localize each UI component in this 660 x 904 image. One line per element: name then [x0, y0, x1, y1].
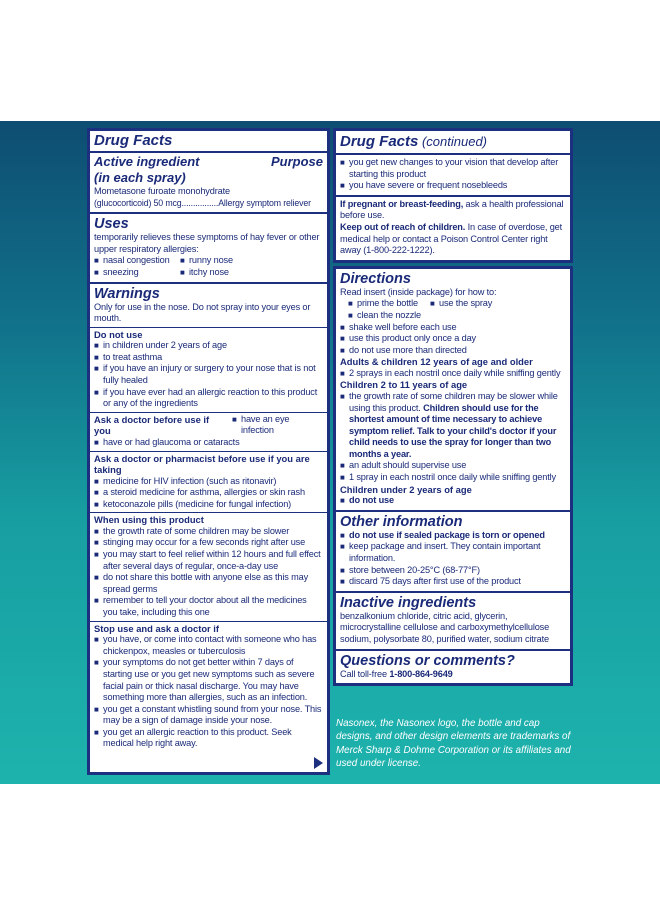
- ask-pharmacist-title: Ask a doctor or pharmacist before use if you are taking: [94, 452, 310, 476]
- uses-section: [90, 212, 327, 281]
- active-ingredient-section: [90, 131, 327, 212]
- list-item: ■ 1 spray in each nostril once daily while sniffing gently: [340, 472, 556, 483]
- list-item: ■ a steroid medicine for asthma, allergies or skin rash: [94, 487, 305, 498]
- continue-arrow-icon: [314, 757, 323, 769]
- list-item: ■ 2 sprays in each nostril once daily while sniffing gently: [340, 367, 561, 378]
- drug-facts-continued-title: Drug Facts: [340, 133, 419, 150]
- list-item: ■ itchy nose: [180, 266, 229, 277]
- list-item: ■ runny nose: [180, 255, 233, 266]
- pregnant-warning: If pregnant or breast-feeding, ask a health professional before use.: [340, 198, 564, 221]
- list-item: ■ use this product only once a day: [340, 333, 476, 344]
- list-item: ■ in children under 2 years of age: [94, 340, 227, 351]
- call-line: Call toll-free 1-800-864-9649: [340, 668, 453, 679]
- list-item: ■ clean the nozzle: [348, 309, 421, 320]
- list-item: ■ ketoconazole pills (medicine for fungal infection): [94, 498, 292, 509]
- warnings-title: Warnings: [94, 285, 160, 302]
- directions-intro: Read insert (inside package) for how to:: [340, 286, 497, 297]
- list-item: ■ nasal congestion: [94, 255, 170, 266]
- inactive-ingredients-title: Inactive ingredients: [340, 594, 477, 611]
- phone-number: 1-800-864-9649: [389, 668, 453, 679]
- drug-facts-title: Drug Facts: [94, 132, 173, 149]
- directions-panel: [333, 266, 573, 686]
- active-ingredient-label: Active ingredient: [94, 154, 200, 169]
- purpose-label: Purpose: [270, 154, 323, 169]
- warnings-intro: Only for use in the nose. Do not spray into your eyes or mouth.: [94, 301, 311, 324]
- list-item: ■ an adult should supervise use: [340, 460, 467, 471]
- list-item: ■ you get a constant whistling sound from your nose. This may be a sign of damage inside your nose.: [94, 703, 322, 726]
- list-item: ■ your symptoms do not get better within 7 days of starting use or you get new symptoms such as severe facial pain or thick nasal discharge. You may have something more than allergies, such as an infection.: [94, 657, 315, 703]
- when-using-title: When using this product: [94, 514, 204, 526]
- warnings-section: [90, 282, 327, 754]
- directions-title: Directions: [340, 270, 411, 287]
- inactive-ingredients-text: benzalkonium chloride, citric acid, glycerin, microcrystalline cellulose and carboxymethylcellulose sodium, polysorbate 80, purified water, sodium citrate: [340, 610, 550, 644]
- list-item: ■ keep package and insert. They contain important information.: [340, 541, 541, 563]
- list-item: ■ medicine for HIV infection (such as ritonavir): [94, 475, 277, 486]
- trademark-notice: Nasonex, the Nasonex logo, the bottle and cap designs, and other design elements are trademarks of Merck Sharp & Dohme Corporation or its affiliates and used under license.: [336, 718, 571, 769]
- questions-title: Questions or comments?: [340, 652, 515, 669]
- list-item: ■ if you have an injury or surgery to your nose that is not fully healed: [94, 363, 316, 386]
- keep-out-warning: Keep out of reach of children. In case of overdose, get medical help or contact a Poison Control Center right away (1-800-222-1222).: [340, 221, 563, 256]
- list-item: ■ shake well before each use: [340, 321, 457, 332]
- adults-title: Adults & children 12 years of age and older: [340, 356, 533, 368]
- list-item: ■ prime the bottle: [348, 298, 418, 309]
- ingredient-line: Mometasone furoate monohydrate: [94, 186, 230, 196]
- list-item: ■ if you have ever had an allergic reaction to this product or any of the ingredients: [94, 386, 318, 409]
- other-information-title: Other information: [340, 513, 463, 530]
- uses-title: Uses: [94, 216, 129, 233]
- list-item: ■ the growth rate of some children may be slower: [94, 525, 290, 536]
- list-item: ■ do not use if sealed package is torn or opened: [340, 529, 545, 540]
- children-title: Children 2 to 11 years of age: [340, 379, 468, 391]
- list-item: ■ have an eye infection: [231, 413, 290, 436]
- list-item: ■ the growth rate of some children may be slower while using this product. Children should use for the shortest amount of time necessary to achieve symptom relief. Talk to your child's doctor if your child needs to use the spray for longer than two months a year.: [340, 390, 558, 459]
- list-item: ■ you get new changes to your vision that develop after starting this product: [340, 157, 559, 179]
- ask-doctor-title: Ask a doctor before use if you: [94, 413, 210, 437]
- list-item: ■ you get an allergic reaction to this product. Seek medical help right away.: [94, 726, 292, 749]
- list-item: ■ do not use more than directed: [340, 344, 467, 355]
- list-item: ■ to treat asthma: [94, 351, 163, 362]
- list-item: ■ do not use: [340, 495, 394, 506]
- ingredient-line: (glucocorticoid) 50 mcg................Allergy symptom reliever: [94, 197, 311, 208]
- right-column: [333, 128, 573, 686]
- list-item: ■ you have, or come into contact with someone who has chickenpox, measles or tuberculosis: [94, 634, 317, 656]
- list-item: ■ you may start to feel relief within 12 hours and full effect after several days of regular, once-a-day use: [94, 549, 321, 571]
- continued-suffix: (continued): [418, 134, 488, 149]
- list-item: ■ stinging may occur for a few seconds right after use: [94, 537, 306, 548]
- list-item: ■ sneezing: [94, 266, 139, 277]
- list-item: ■ discard 75 days after first use of the product: [340, 576, 521, 587]
- list-item: ■ remember to tell your doctor about all the medicines you take, including this one: [94, 595, 307, 618]
- stop-use-title: Stop use and ask a doctor if: [94, 622, 220, 634]
- under2-title: Children under 2 years of age: [340, 483, 472, 495]
- list-item: ■ use the spray: [430, 298, 493, 309]
- drug-facts-continued-panel: [333, 128, 573, 263]
- uses-text: temporarily relieves these symptoms of hay fever or other upper respiratory allergies:: [94, 232, 320, 254]
- drug-facts-panel-left: [87, 128, 330, 775]
- list-item: ■ you have severe or frequent nosebleeds: [340, 180, 508, 191]
- do-not-use-title: Do not use: [94, 328, 143, 340]
- list-item: ■ do not share this bottle with anyone else as this may spread germs: [94, 572, 309, 594]
- in-each-spray: (in each spray): [94, 170, 186, 185]
- list-item: ■ store between 20-25°C (68-77°F): [340, 564, 480, 575]
- list-item: ■ have or had glaucoma or cataracts: [94, 437, 240, 447]
